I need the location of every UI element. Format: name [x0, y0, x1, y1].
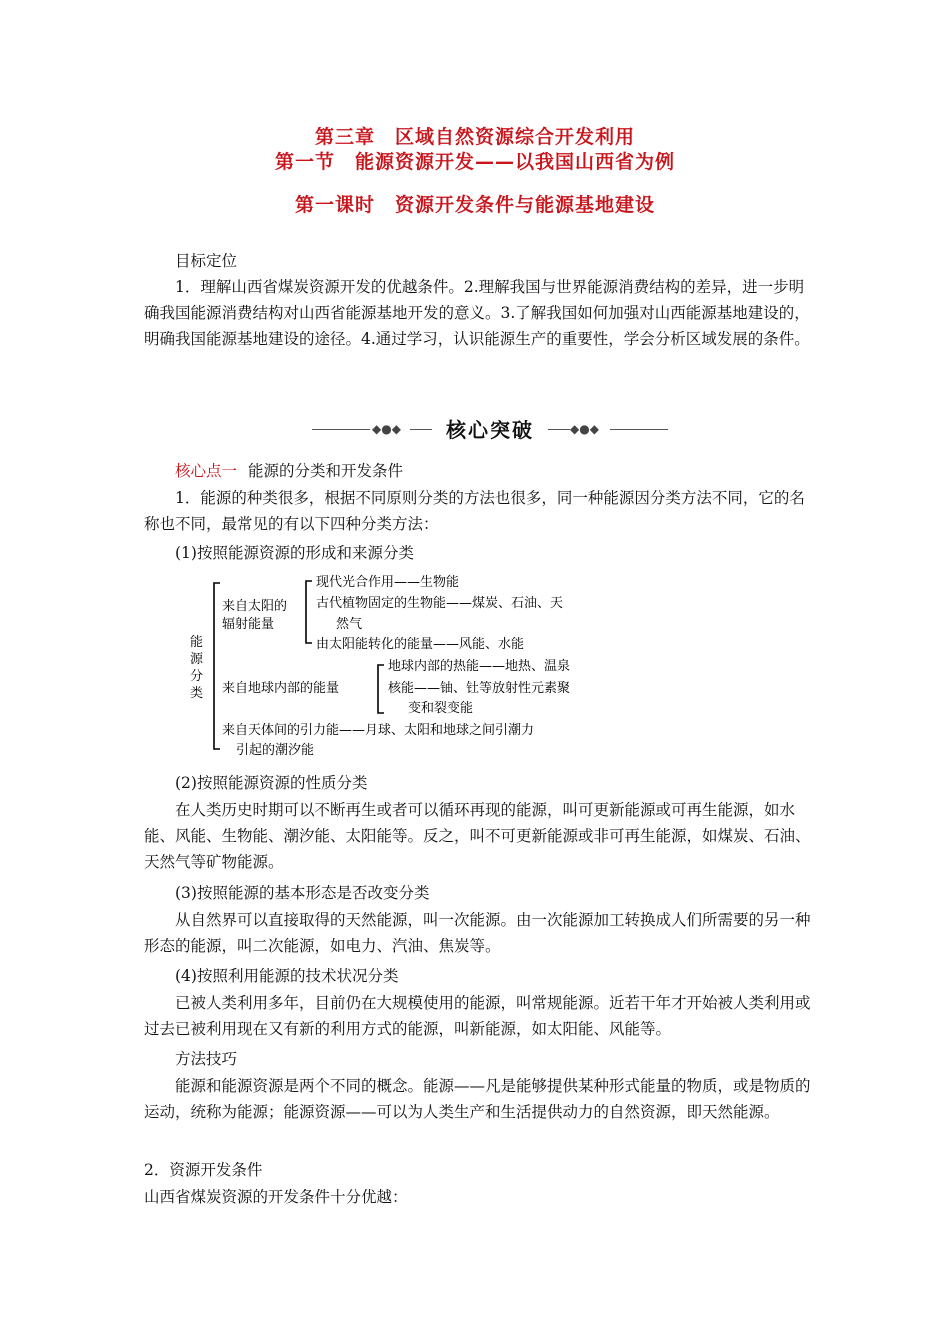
- banner-title: 核心突破: [446, 418, 534, 442]
- core-point-title: 能源的分类和开发条件: [247, 462, 403, 480]
- tips-body: 能源和能源资源是两个不同的概念。能源——凡是能够提供某种形式能量的物质，或是物质的运动，统称为能源；能源资源——可以为人类生产和生活提供动力的自然资源，即天然能源。: [144, 1077, 811, 1121]
- tips-heading: 方法技巧: [175, 1050, 238, 1068]
- subheading-4: (4)按照利用能源的技术状况分类: [175, 967, 399, 985]
- diagram-sun-2: 辐射能量: [222, 617, 275, 632]
- paragraph-2: 在人类历史时期可以不断再生或者可以循环再现的能源，叫可更新能源或可再生能源，如水能、风能、生物能、潮汐能、太阳能等。反之，叫不可更新能源或非可再生能源，如煤炭、石油、天然气等矿物能源。: [144, 801, 811, 871]
- subheading-3: (3)按照能源的基本形态是否改变分类: [175, 884, 430, 902]
- diagram-sun-item-3: 然气: [336, 617, 363, 632]
- paragraph-1: 1．能源的种类很多，根据不同原则分类的方法也很多，同一种能源因分类方法不同，它的名称也不同，最常见的有以下四种分类方法：: [144, 489, 805, 533]
- core-point-heading: [175, 458, 845, 484]
- diagram-gravity-1: 来自天体间的引力能——月球、太阳和地球之间引潮力: [222, 723, 535, 738]
- section-title: 第一节 能源资源开发——以我国山西省为例: [274, 151, 675, 173]
- paragraph-3: 从自然界可以直接取得的天然能源，叫一次能源。由一次能源加工转换成人们所需要的另一种形态的能源，叫二次能源，如电力、汽油、焦炭等。: [144, 911, 811, 955]
- diagram-earth-item-1: 地球内部的热能——地热、温泉: [388, 659, 571, 674]
- diagram-earth-item-2: 核能——铀、钍等放射性元素聚: [388, 681, 571, 696]
- ornament-left-icon: ◆●◆: [372, 422, 401, 436]
- chapter-title: 第三章 区域自然资源综合开发利用: [314, 126, 635, 148]
- diagram-root-2: 源: [190, 652, 204, 667]
- diagram-sun-item-2: 古代植物固定的生物能——煤炭、石油、天: [316, 596, 564, 611]
- paragraph-4: 已被人类利用多年，目前仍在大规模使用的能源，叫常规能源。近若干年才开始被人类利用或过去已被利用现在又有新的利用方式的能源，叫新能源，如太阳能、风能等。: [144, 994, 811, 1038]
- diagram-sun-1: 来自太阳的: [222, 599, 288, 614]
- goals-heading: 目标定位: [175, 252, 238, 270]
- diagram-root-4: 类: [190, 686, 204, 701]
- energy-classification-diagram: [184, 573, 644, 759]
- diagram-sun-item-4: 由太阳能转化的能量——风能、水能: [316, 637, 525, 652]
- diagram-earth-item-3: 变和裂变能: [408, 701, 474, 716]
- diagram-earth: 来自地球内部的能量: [222, 681, 340, 696]
- section-2-body: 山西省煤炭资源的开发条件十分优越：: [144, 1188, 408, 1206]
- section-2-heading: 2．资源开发条件: [144, 1161, 263, 1179]
- subheading-2: (2)按照能源资源的性质分类: [175, 774, 368, 792]
- section-banner: [312, 414, 668, 444]
- diagram-gravity-2: 引起的潮汐能: [236, 743, 315, 758]
- goals-body: 1．理解山西省煤炭资源开发的优越条件。2.理解我国与世界能源消费结构的差异，进一步明确我国能源消费结构对山西省能源基地开发的意义。3.了解我国如何加强对山西能源基地建设的，明确我国能源基地建设的途径。4.通过学习，认识能源生产的重要性，学会分析区域发展的条件。: [144, 278, 810, 348]
- ornament-right-icon: ◆●◆: [570, 422, 599, 436]
- diagram-root-1: 能: [190, 635, 204, 650]
- diagram-root-3: 分: [190, 669, 204, 684]
- subheading-1: (1)按照能源资源的形成和来源分类: [175, 544, 414, 562]
- core-point-label: 核心点一: [175, 462, 238, 480]
- lesson-title: 第一课时 资源开发条件与能源基地建设: [294, 194, 655, 216]
- diagram-sun-item-1: 现代光合作用——生物能: [316, 575, 460, 590]
